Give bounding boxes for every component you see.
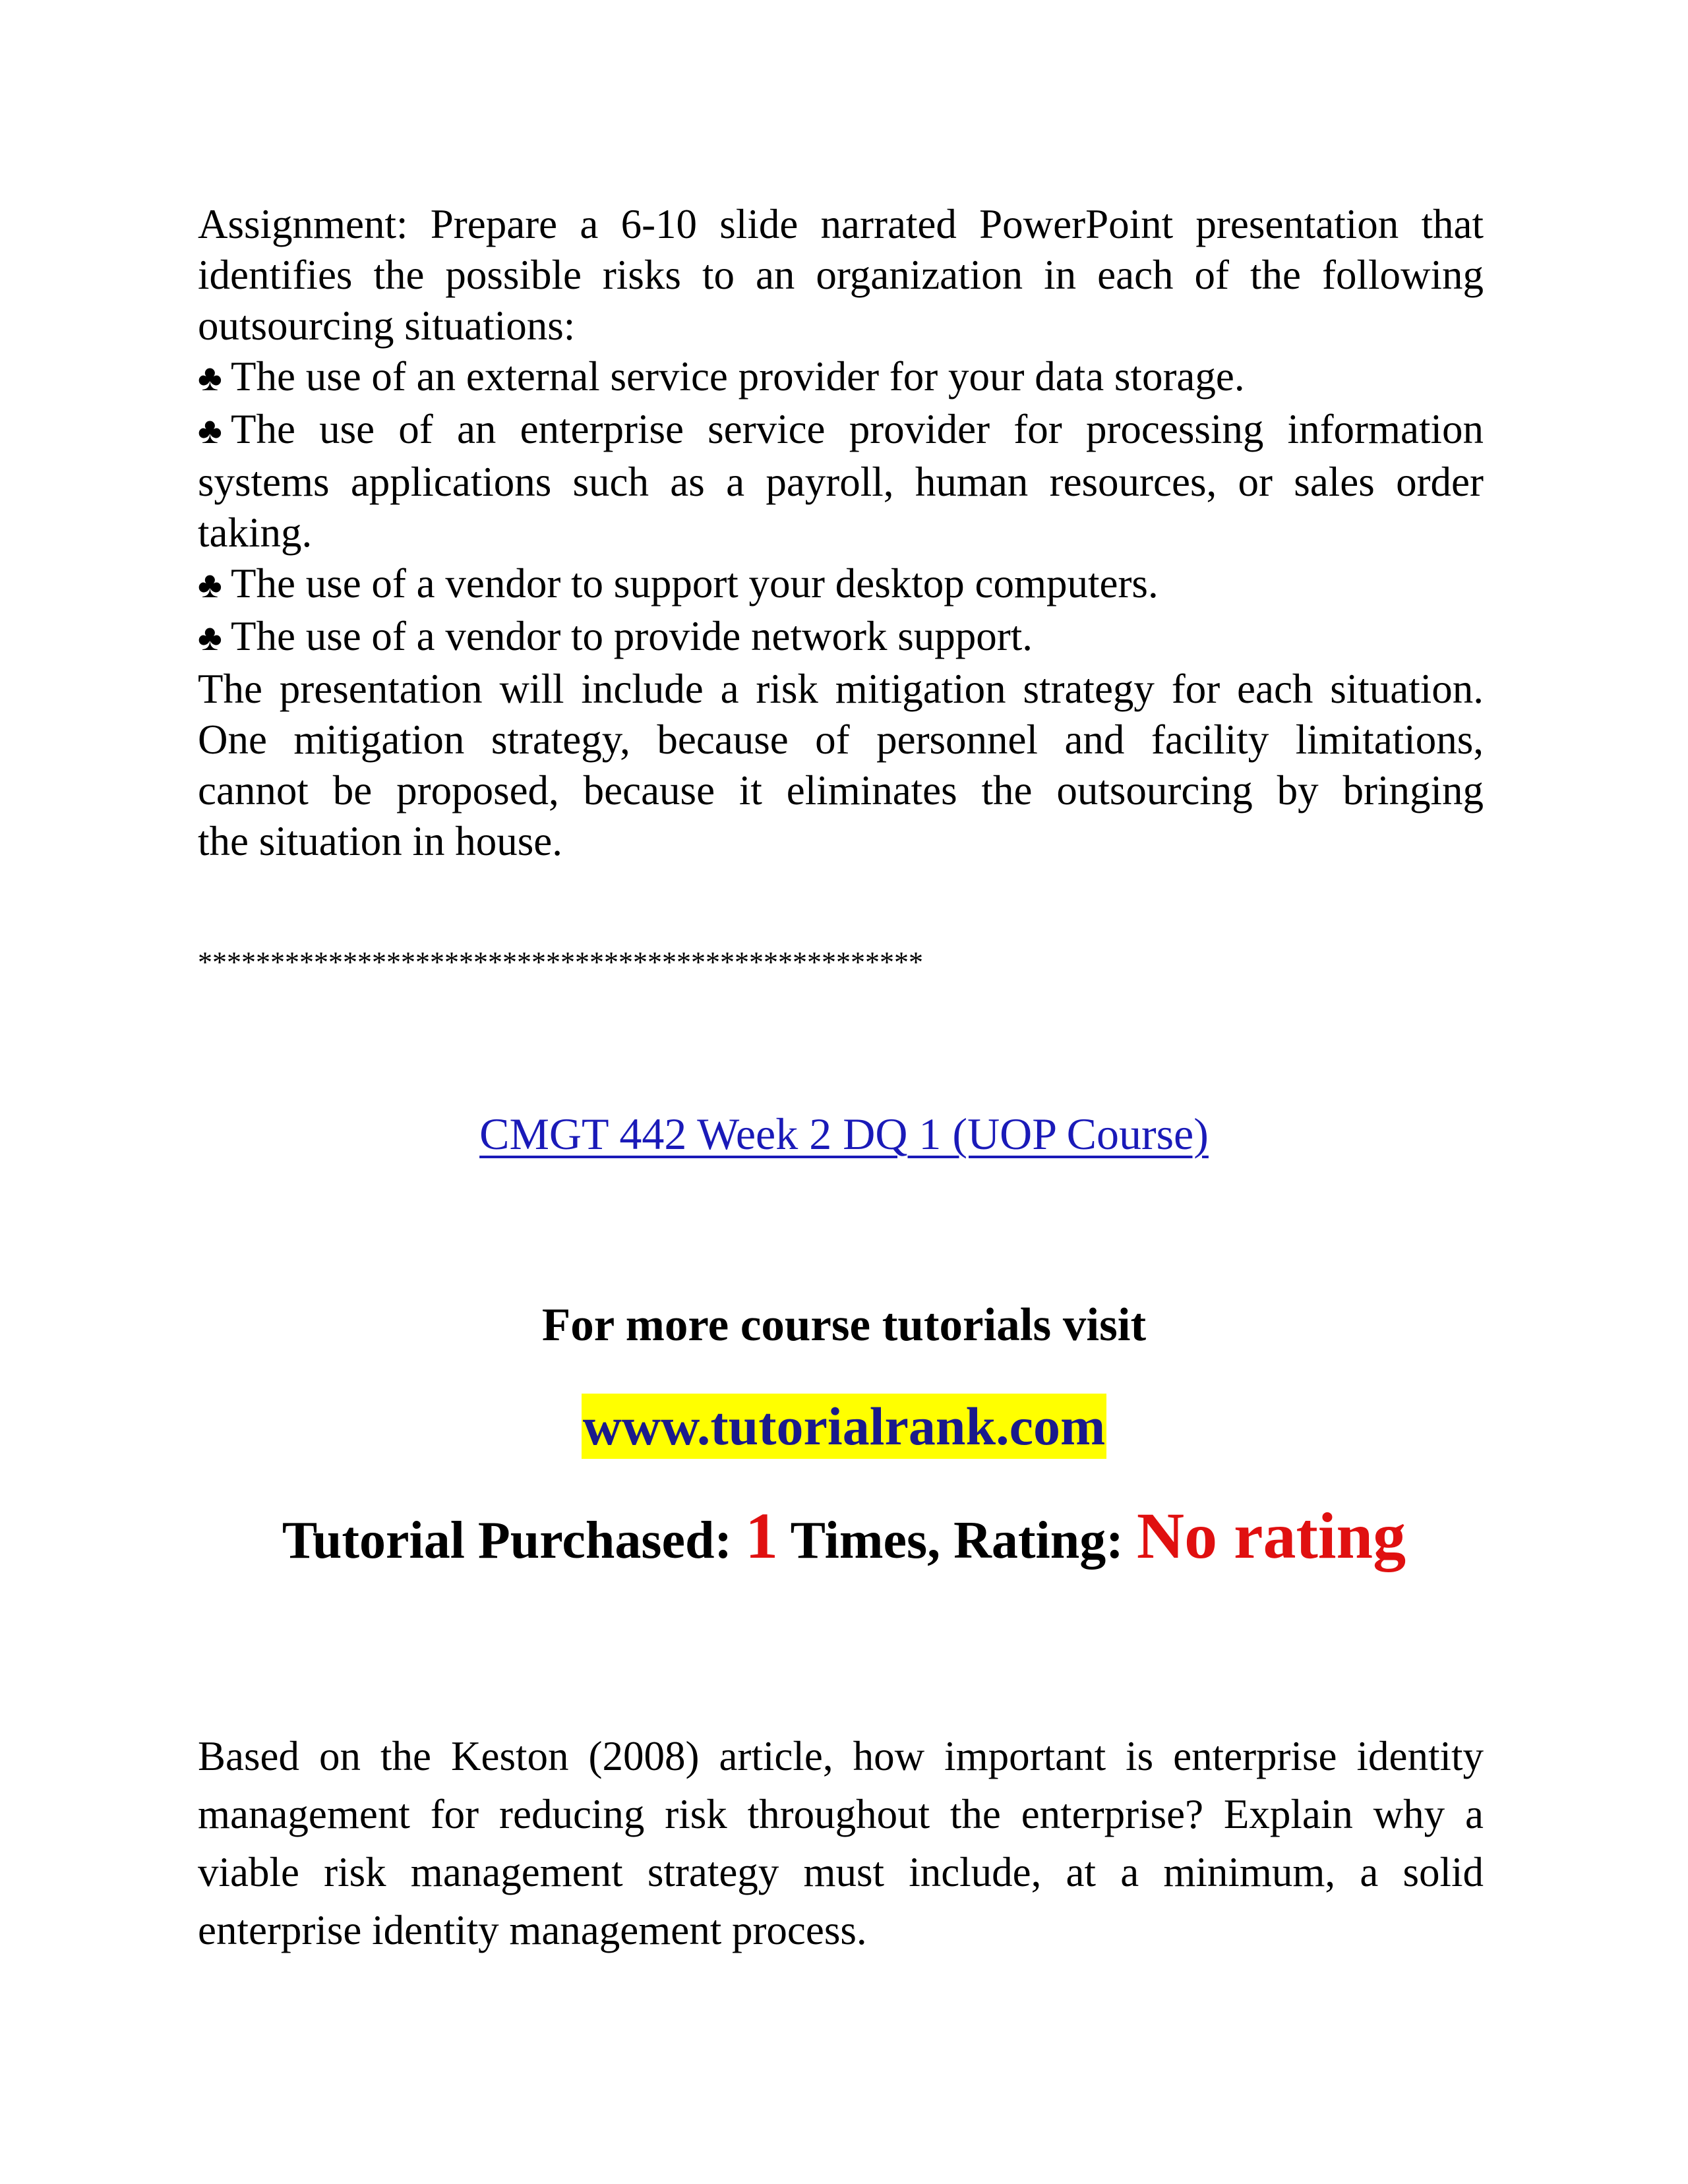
bullet-text-continued: systems applications such as a payroll, human resources, or sales order xyxy=(198,459,1484,505)
club-bullet-icon: ♣ xyxy=(198,411,222,452)
club-bullet-icon: ♣ xyxy=(198,565,222,606)
bullet-text: The use of an enterprise service provider for processing information xyxy=(231,406,1484,452)
question-line: viable risk management strategy must include, at a minimum, a solid xyxy=(198,1849,1484,1895)
closing-line: The presentation will include a risk mitigation strategy for each situation. xyxy=(198,666,1484,712)
closing-line: the situation in house. xyxy=(198,818,562,864)
bullet-item xyxy=(198,558,1484,611)
question-line: Based on the Keston (2008) article, how important is enterprise identity xyxy=(198,1733,1484,1779)
intro-line: outsourcing situations: xyxy=(198,303,576,349)
site-url[interactable]: www.tutorialrank.com xyxy=(582,1394,1107,1459)
bullet-text: The use of an external service provider for your data storage. xyxy=(231,353,1245,399)
bullet-item xyxy=(198,404,1484,457)
club-bullet-icon: ♣ xyxy=(198,618,222,659)
course-link-row xyxy=(0,1107,1688,1160)
rating-label: Times, Rating: xyxy=(778,1512,1137,1570)
rating-value: No rating xyxy=(1136,1499,1406,1572)
question-block xyxy=(198,1727,1484,1959)
purchase-info xyxy=(0,1500,1688,1577)
bullet-text-continued: taking. xyxy=(198,510,313,556)
bullet-text: The use of a vendor to provide network support. xyxy=(231,613,1033,659)
assignment-block xyxy=(198,199,1484,867)
question-line: enterprise identity management process. xyxy=(198,1907,867,1953)
visit-heading: For more course tutorials visit xyxy=(541,1299,1147,1351)
purchase-label: Tutorial Purchased: xyxy=(282,1512,746,1570)
intro-line: identifies the possible risks to an organization in each of the following xyxy=(198,252,1484,298)
closing-line: cannot be proposed, because it eliminates the outsourcing by bringing xyxy=(198,767,1484,813)
separator-stars: ************************************************** xyxy=(198,946,923,978)
question-line: management for reducing risk throughout the enterprise? Explain why a xyxy=(198,1791,1484,1837)
club-bullet-icon: ♣ xyxy=(198,358,222,399)
course-link[interactable]: CMGT 442 Week 2 DQ 1 (UOP Course) xyxy=(479,1109,1209,1159)
bullet-item xyxy=(198,351,1484,404)
intro-line: Assignment: Prepare a 6-10 slide narrated PowerPoint presentation that xyxy=(198,201,1484,247)
purchase-count: 1 xyxy=(745,1499,779,1572)
bullet-item xyxy=(198,611,1484,664)
site-url-row xyxy=(0,1394,1688,1459)
bullet-text: The use of a vendor to support your desktop computers. xyxy=(231,560,1159,606)
closing-line: One mitigation strategy, because of personnel and facility limitations, xyxy=(198,717,1484,763)
